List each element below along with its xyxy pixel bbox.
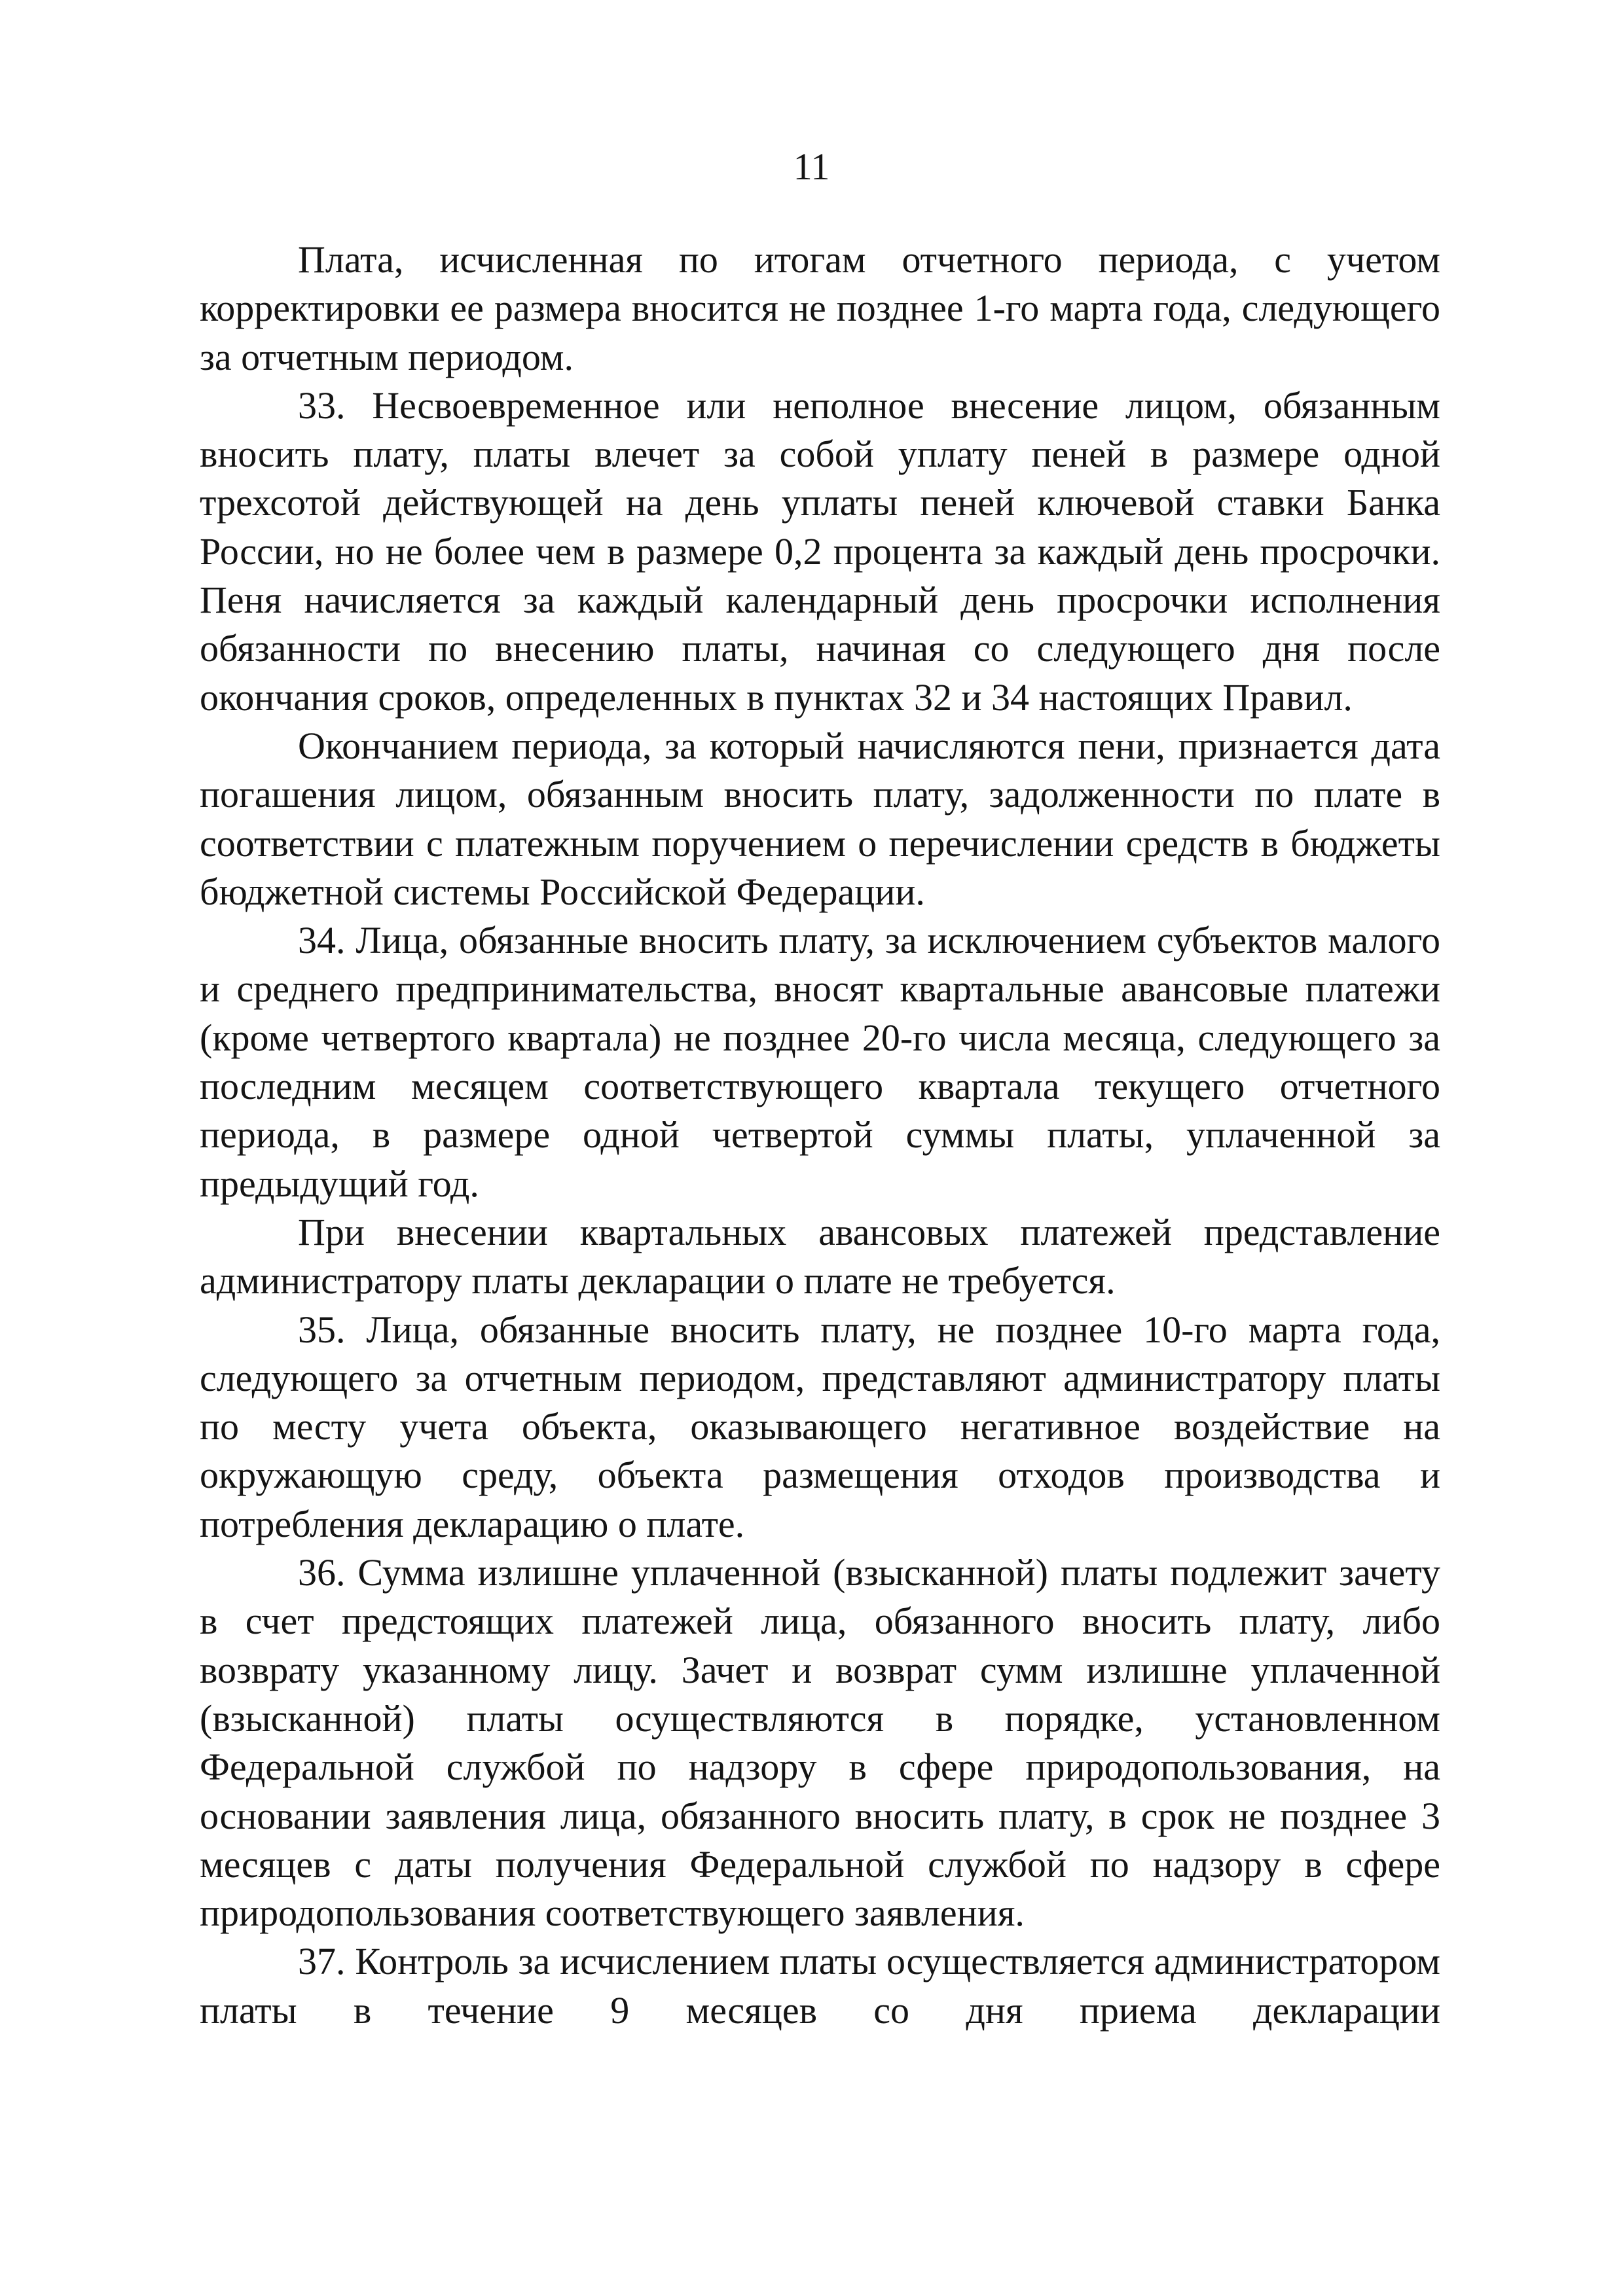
paragraph-33: 33. Несвоевременное или неполное внесение лицом, обязанным вносить плату, платы влечет за собой уплату пеней в размере одной трехсотой действующей на день уплаты пеней ключевой ставки Банка России, но не более чем в размере 0,2 процента за каждый день просрочки. Пеня начисляется за каждый календарный день просрочки исполнения обязанности по внесению платы, начиная со следующего дня после окончания сроков, определенных в пунктах 32 и 34 настоящих Правил. — [200, 384, 1440, 719]
paragraph-36: 36. Сумма излишне уплаченной (взысканной) платы подлежит зачету в счет предстоящих платежей лица, обязанного вносить плату, либо возврату указанному лицу. Зачет и возврат сумм излишне уплаченной (взысканной) платы осуществляются в порядке, установленном Федеральной службой по надзору в сфере природопользования, на основании заявления лица, обязанного вносить плату, в срок не позднее 3 месяцев с даты получения Федеральной службой по надзору в сфере природопользования соответствующего заявления. — [200, 1551, 1440, 1935]
document-body — [200, 236, 1440, 2035]
paragraph-34-continuation: При внесении квартальных авансовых платежей представление администратору платы декларации о плате не требуется. — [200, 1210, 1440, 1302]
page-number: 11 — [793, 145, 830, 188]
paragraph-33-continuation: Окончанием периода, за который начисляются пени, признается дата погашения лицом, обязанным вносить плату, задолженности по плате в соответствии с платежным поручением о перечислении средств в бюджеты бюджетной системы Российской Федерации. — [200, 724, 1440, 913]
paragraph-32-continuation: Плата, исчисленная по итогам отчетного периода, с учетом корректировки ее размера вносится не позднее 1-го марта года, следующего за отчетным периодом. — [200, 238, 1440, 378]
paragraph-34: 34. Лица, обязанные вносить плату, за исключением субъектов малого и среднего предпринимательства, вносят квартальные авансовые платежи (кроме четвертого квартала) не позднее 20-го числа месяца, следующего за последним месяцем соответствующего квартала текущего отчетного периода, в размере одной четвертой суммы платы, уплаченной за предыдущий год. — [200, 919, 1440, 1205]
paragraph-37: 37. Контроль за исчислением платы осуществляется администратором платы в течение 9 месяцев со дня приема декларации — [200, 1940, 1440, 2032]
paragraph-35: 35. Лица, обязанные вносить плату, не позднее 10-го марта года, следующего за отчетным периодом, представляют администратору платы по месту учета объекта, оказывающего негативное воздействие на окружающую среду, объекта размещения отходов производства и потребления декларацию о плате. — [200, 1308, 1440, 1545]
